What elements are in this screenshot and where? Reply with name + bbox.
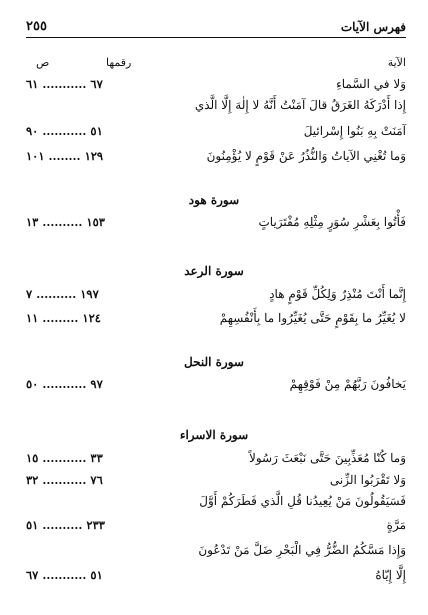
verse-text: وَما كُنّا مُعَذِّبِينَ حَتَّى نَبْعَثَ رَسُولاً — [248, 451, 406, 465]
index-entry — [26, 149, 406, 167]
verse-text: فَأْتُوا بِعَشْرِ سُوَرٍ مِثْلِهِ مُفْتَرَياتٍ — [258, 215, 406, 229]
index-entry — [26, 543, 406, 561]
index-entry — [26, 77, 406, 95]
index-entry — [26, 568, 406, 586]
index-entry — [26, 451, 406, 469]
verse-reference: ٣٣ ........... ١٥ — [26, 451, 103, 465]
verse-reference: ٧٦ ........... ٣٢ — [26, 473, 103, 487]
verse-text: آمَنَتْ بِهِ بَنُوا إِسْرائيلَ — [303, 124, 406, 138]
verse-text: وَإِذا مَسَّكُمُ الضُّرُّ فِي الْبَحْرِ ضَلَّ مَنْ تَدْعُونَ — [198, 543, 406, 557]
column-headers — [26, 56, 406, 70]
verse-reference: ١٢٩ ........ ١٠١ — [26, 149, 104, 163]
index-entry — [26, 494, 406, 512]
verse-text: وَلا تَقْرَبُوا الزِّنى — [329, 473, 406, 487]
index-entry — [26, 473, 406, 491]
running-head — [26, 14, 406, 38]
verse-reference: ٥١ ........... ٦٧ — [26, 568, 103, 582]
surah-title: سورة هود — [188, 193, 240, 207]
index-entry — [26, 98, 406, 116]
verse-text: إِلَّا إِيّاهُ — [375, 568, 406, 582]
verse-reference: ١٢٤ ......... ١١ — [26, 311, 101, 325]
verse-reference: ٩٧ ........... ٥٠ — [26, 377, 103, 391]
verse-reference: ١٩٧ .......... ٧ — [26, 287, 99, 301]
running-head-title: فهرس الآيات — [340, 20, 406, 34]
surah-title: سورة الاسراء — [179, 428, 249, 442]
verse-reference: ٢٣٣ .......... ٥١ — [26, 518, 105, 532]
verse-text: لا يُغَيِّرُ ما بِقَوْمٍ حَتَّى يُغَيِّرُوا ما بِأَنْفُسِهِمْ — [219, 311, 406, 325]
verse-reference: ٥١ ........... ٩٠ — [26, 124, 103, 138]
verse-reference: ١٥٣ .......... ١٣ — [26, 215, 105, 229]
column-header-page: ص — [36, 56, 50, 69]
index-entry — [26, 311, 406, 329]
verse-text: يَخافُونَ رَبَّهُمْ مِنْ فَوْقِهِمْ — [289, 377, 406, 391]
verse-text: مَرَّةٍ — [386, 518, 406, 532]
page-number: ٢٥٥ — [26, 19, 47, 34]
verse-reference: ٦٧ ........... ٦١ — [26, 77, 103, 91]
index-entry — [26, 287, 406, 305]
column-header-verse-number: رقمها — [106, 56, 132, 69]
surah-title: سورة الرعد — [184, 264, 244, 278]
verse-text: إِذا أَدْرَكَهُ الغَرَقُ قالَ آمَنْتُ أَنَّهُ لا إِلٰهَ إِلَّا الَّذي — [194, 98, 406, 112]
verse-text: فَسَيَقُولُونَ مَنْ يُعِيدُنا قُلِ الَّذي فَطَرَكُمْ أَوَّلَ — [199, 494, 406, 508]
index-entry — [26, 215, 406, 233]
verse-text: وَما تُغْنِي الآياتُ وَالنُّذُرُ عَنْ قَوْمٍ لا يُؤْمِنُونَ — [206, 149, 406, 163]
surah-title: سورة النحل — [184, 355, 244, 369]
column-header-verse: الآية — [387, 56, 406, 69]
verse-text: إِنَّما أَنْتَ مُنْذِرٌ وَلِكُلِّ قَوْمٍ هادٍ — [269, 287, 406, 301]
verse-text: وَلا في السَّماءِ — [336, 77, 406, 91]
index-entry — [26, 124, 406, 142]
index-entry — [26, 518, 406, 536]
index-entry — [26, 377, 406, 395]
